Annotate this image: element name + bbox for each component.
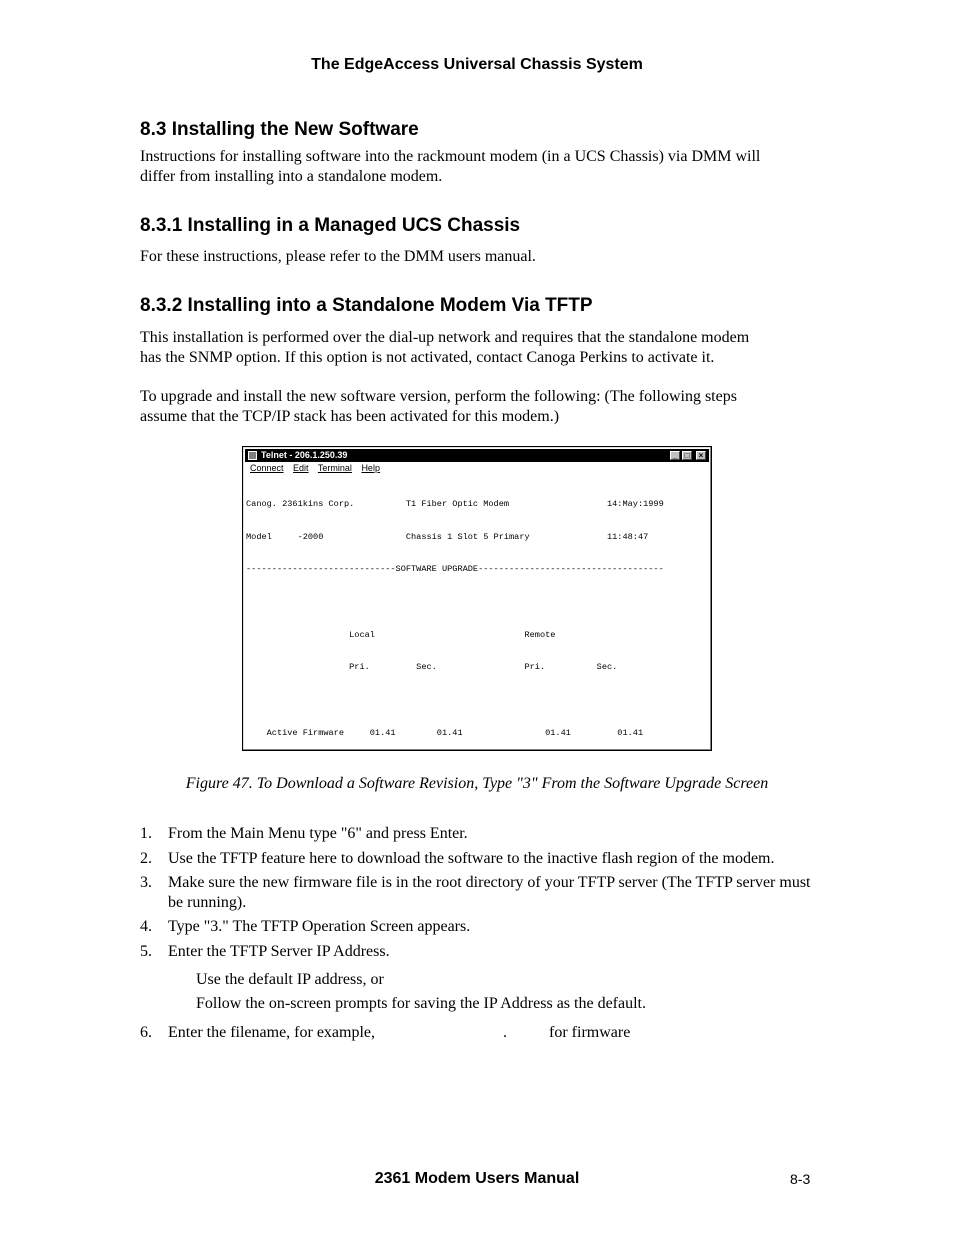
- step-text: Enter the TFTP Server IP Address.: [168, 942, 390, 960]
- telnet-menubar: [245, 462, 709, 475]
- terminal-line: Local Remote: [246, 629, 556, 640]
- minimize-icon[interactable]: _: [670, 451, 680, 460]
- step-number: 4.: [140, 918, 152, 935]
- substep-item: Use the default IP address, or: [196, 971, 384, 988]
- text-line: differ from installing into a standalone modem.: [140, 168, 443, 185]
- section-8-3-2-para-2: [140, 387, 820, 427]
- list-item: [140, 917, 820, 937]
- step-number: 6.: [140, 1024, 152, 1041]
- step-number: 5.: [140, 942, 152, 960]
- maximize-icon[interactable]: □: [682, 451, 692, 460]
- step-text: Use the TFTP feature here to download the software to the inactive flash region of the modem.: [168, 849, 775, 867]
- step-text: From the Main Menu type "6" and press Enter.: [168, 825, 468, 842]
- footer-title: 2361 Modem Users Manual: [374, 1170, 580, 1187]
- filename-dot: .: [503, 1024, 508, 1041]
- terminal-line: Active Firmware 01.41 01.41 01.41 01.41: [246, 727, 644, 738]
- step-number: 3.: [140, 874, 152, 891]
- step-number: 2.: [140, 849, 152, 867]
- telnet-window: [242, 446, 712, 751]
- terminal-line: -----------------------------SOFTWARE UPGRADE------------------------------------: [246, 564, 664, 575]
- section-8-3-text: [140, 147, 820, 187]
- telnet-titlebar[interactable]: [245, 449, 709, 462]
- substep-item: Follow the on-screen prompts for saving the IP Address as the default.: [196, 994, 646, 1012]
- list-item: [140, 942, 820, 962]
- section-8-3-2-para-1: [140, 328, 820, 368]
- list-item: [140, 873, 820, 912]
- step-text: Make sure the new firmware file is in the root directory of your TFTP server (The TFTP server must be running).: [168, 874, 811, 911]
- menu-edit[interactable]: Edit: [293, 463, 309, 473]
- section-8-3-1-text: For these instructions, please refer to the DMM users manual.: [140, 248, 536, 265]
- section-heading-8-3-1: 8.3.1 Installing in a Managed UCS Chassis: [140, 215, 521, 236]
- text-line: Instructions for installing software into the rackmount modem (in a UCS Chassis) via DMM will: [140, 148, 761, 165]
- telnet-app-icon: [248, 451, 257, 460]
- step-text: Type "3." The TFTP Operation Screen appears.: [168, 918, 471, 935]
- list-item: [140, 824, 820, 844]
- running-header: The EdgeAccess Universal Chassis System: [311, 56, 643, 73]
- terminal-line: Model -2000 Chassis 1 Slot 5 Primary 11:48:47: [246, 531, 649, 542]
- list-item: [140, 1023, 820, 1043]
- close-icon[interactable]: ×: [696, 451, 706, 460]
- section-heading-8-3: 8.3 Installing the New Software: [140, 119, 419, 140]
- terminal-line: Canog. 2361kins Corp. T1 Fiber Optic Modem 14:May:1999: [246, 498, 664, 509]
- menu-connect[interactable]: Connect: [250, 463, 284, 473]
- step-text-tail: for firmware: [549, 1024, 631, 1041]
- text-line: To upgrade and install the new software version, perform the following: (The following steps: [140, 388, 737, 405]
- text-line: This installation is performed over the dial-up network and requires that the standalone modem: [140, 329, 750, 346]
- figure-caption: Figure 47. To Download a Software Revision, Type "3" From the Software Upgrade Screen: [185, 775, 769, 792]
- menu-help[interactable]: Help: [361, 463, 380, 473]
- text-line: has the SNMP option. If this option is not activated, contact Canoga Perkins to activate it.: [140, 349, 715, 366]
- steps-list: [140, 824, 820, 1048]
- terminal-line: Pri. Sec. Pri. Sec.: [246, 662, 618, 673]
- text-line: assume that the TCP/IP stack has been activated for this modem.): [140, 408, 560, 425]
- terminal-line: [246, 597, 708, 608]
- page-number: 8-3: [790, 1171, 811, 1187]
- list-item: [140, 849, 820, 869]
- step-text: Enter the filename, for example,: [168, 1024, 376, 1041]
- section-heading-8-3-2: 8.3.2 Installing into a Standalone Modem Via TFTP: [140, 295, 593, 316]
- telnet-title: Telnet - 206.1.250.39: [261, 450, 348, 460]
- step-number: 1.: [140, 825, 152, 842]
- terminal-line: [246, 695, 708, 706]
- terminal-screen[interactable]: [246, 477, 708, 747]
- menu-terminal[interactable]: Terminal: [317, 463, 352, 473]
